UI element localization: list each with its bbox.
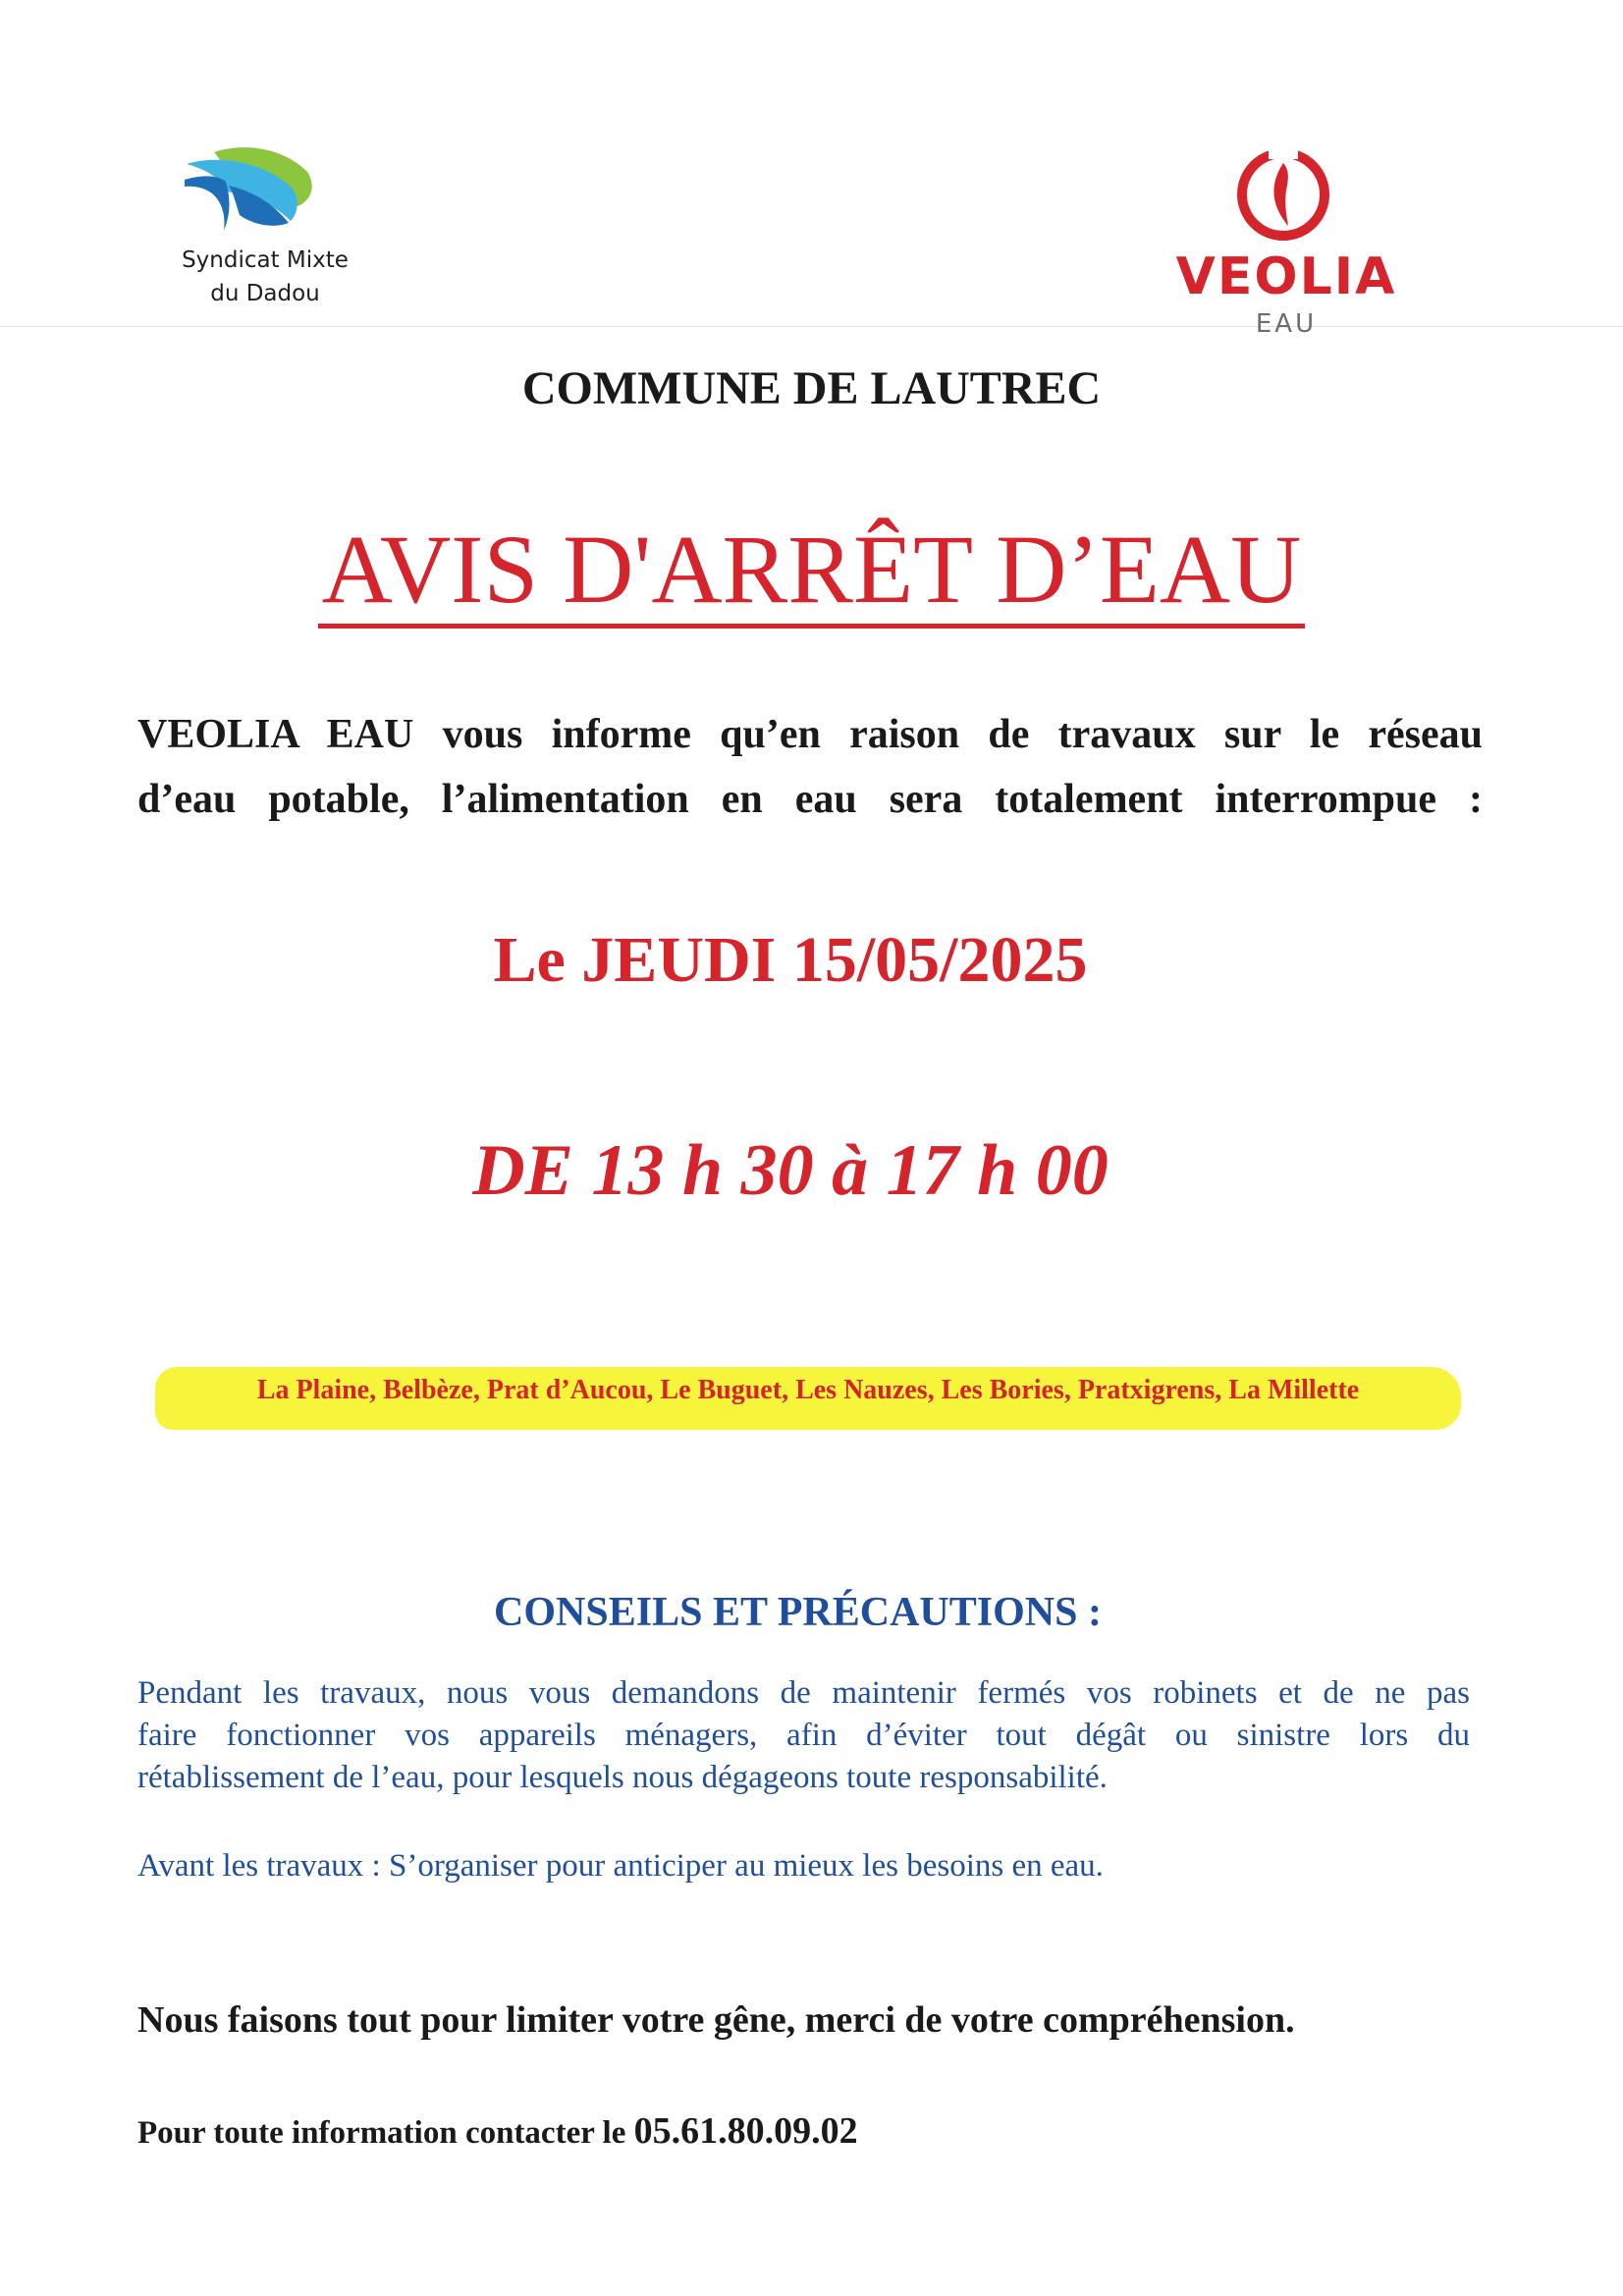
notice-title-text: AVIS D'ARRÊT D’EAU	[318, 516, 1306, 629]
affected-areas-text: La Plaine, Belbèze, Prat d’Aucou, Le Buguet, Les Nauzes, Les Bories, Pratxigrens, La Millette	[256, 1375, 1360, 1405]
contact-phone: 05.61.80.09.02	[633, 2110, 858, 2152]
veolia-brand-text: VEOLIA	[1175, 247, 1397, 306]
contact-line	[137, 2109, 1512, 2153]
notice-title	[0, 511, 1623, 629]
contact-label: Pour toute information contacter le	[137, 2115, 634, 2151]
thanks-message: Nous faisons tout pour limiter votre gêne, merci de votre compréhension.	[137, 1999, 1295, 2041]
commune-heading: COMMUNE DE LAUTREC	[521, 362, 1102, 414]
advice-line-3: rétablissement de l’eau, pour lesquels nous dégageons toute responsabilité.	[137, 1760, 1108, 1795]
affected-areas	[155, 1361, 1461, 1436]
river-wave-icon	[175, 142, 322, 241]
advice-line-2: faire fonctionner vos appareils ménagers, afin d’éviter tout dégât ou sinistre lors du	[137, 1718, 1470, 1753]
veolia-sub-text: EAU	[1255, 309, 1318, 339]
advice-line-1: Pendant les travaux, nous vous demandons de maintenir fermés vos robinets et de ne pas	[137, 1675, 1470, 1711]
veolia-symbol-icon	[1229, 145, 1337, 244]
before-works-advice: Avant les travaux : S’organiser pour anticiper au mieux les besoins en eau.	[137, 1848, 1104, 1884]
intro-line-1: VEOLIA EAU vous informe qu’en raison de travaux sur le réseau	[137, 712, 1483, 757]
syndicat-mixte-logo	[162, 137, 368, 314]
intro-paragraph	[137, 702, 1483, 832]
intro-line-2: d’eau potable, l’alimentation en eau sera totalement interrompue :	[137, 777, 1483, 822]
interruption-time: DE 13 h 30 à 17 h 00	[472, 1130, 1109, 1211]
syndicat-line2: du Dadou	[210, 281, 320, 306]
advice-paragraph	[137, 1672, 1470, 1799]
interruption-date: Le JEUDI 15/05/2025	[493, 924, 1088, 996]
syndicat-line1: Syndicat Mixte	[182, 247, 349, 273]
advice-heading: CONSEILS ET PRÉCAUTIONS :	[494, 1590, 1102, 1635]
veolia-logo	[1159, 137, 1414, 344]
